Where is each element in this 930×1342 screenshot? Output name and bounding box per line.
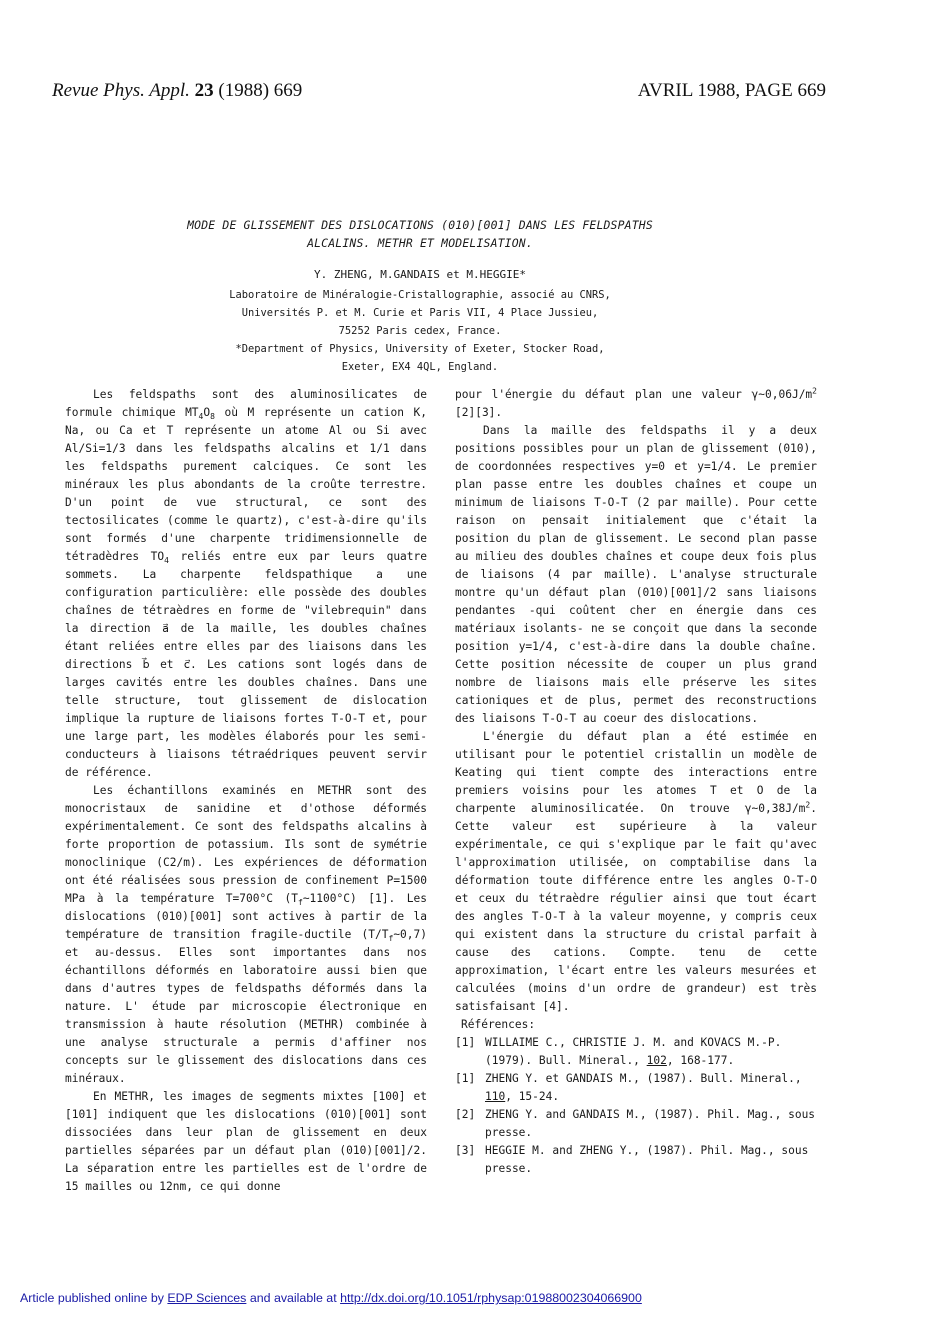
running-header-left — [52, 80, 302, 102]
affiliation-line: 75252 Paris cedex, France. — [338, 325, 502, 337]
paragraph: Dans la maille des feldspaths il y a deux positions possibles pour un plan de glissement (010), de coordonnées respectives y=0 et y=1/4. Le premier plan passe entre les doubles chaînes et coupe un minimum de liaisons T-O-T (2 par maille). Pour cette raison on pensait initialement que c'était la position du plan de glissement. Le second plan passe au milieu des doubles chaînes et coupe deux fois plus de liaisons (4 par maille). L'analyse structurale montre qu'un défaut plan (010)[001]/2 sans liaisons pendantes -qui coûtent cher en énergie dans ces matériaux isolants- ne se conçoit que dans la seconde position y=1/4, c'est-à-dire dans la double chaîne. Cette position nécessite de couper un plus grand nombre de liaisons mais elle préserve les sites cationiques et de plus, permet des reconstructions des liaisons T-O-T au coeur des dislocations. — [455, 424, 817, 725]
publication-footer: Article published online by EDP Sciences and available at http://dx.doi.org/10.1051/rphysap:01988002304066900 — [20, 1291, 642, 1305]
running-header-right: AVRIL 1988, PAGE 669 — [637, 80, 826, 101]
affiliation-line: Exeter, EX4 4QL, England. — [341, 361, 499, 373]
left-column — [65, 386, 427, 1196]
paragraph: En METHR, les images de segments mixtes [100] et [101] indiquent que les dislocations (010)[001] sont dissociées dans leur plan de glissement en deux partielles séparées par un défaut plan (010)[001]/2. La séparation entre les partielles est de l'ordre de 15 mailles ou 12nm, ce qui donne — [65, 1090, 427, 1193]
affiliations — [150, 286, 690, 376]
journal-name: Revue Phys. Appl. — [52, 80, 190, 101]
reference-number: [2] — [455, 1108, 476, 1121]
title-line-1: MODE DE GLISSEMENT DES DISLOCATIONS (010)[001] DANS LES FELDSPATHS — [187, 218, 653, 232]
reference-number: [1] — [455, 1036, 476, 1049]
affiliation-line: Laboratoire de Minéralogie-Cristallographie, associé au CNRS, — [229, 289, 611, 301]
publisher-link[interactable]: EDP Sciences — [167, 1291, 247, 1305]
doi-link[interactable]: http://dx.doi.org/10.1051/rphysap:01988002304066900 — [340, 1291, 642, 1305]
paragraph: Les feldspaths sont des aluminosilicates de formule chimique $MT_4O_8$ où M représente un cation K, Na, ou Ca et T représente un atome Al ou Si avec Al/Si=1/3 dans les feldspaths alcalins et 1/1 dans les feldspaths purement calciques. Ce sont les minéraux les plus abondants de la croûte terrestre. D'un point de vue structural, ce sont des tectosilicates (comme le quartz), c'est-à-dire qu'ils sont formés d'une charpente tridimensionnelle de tétradèdres $TO_4$ reliés entre eux par leurs quatre sommets. La charpente feldspathique a une configuration particulière: elle possède des doubles chaînes de tétraèdres en forme de "vilebrequin" dans la direction a⃗ de la maille, les doubles chaînes étant reliées entre elles par des liaisons dans les directions b⃗ et c⃗. Les cations sont logés dans de larges cavités entre les doubles chaînes. Dans une telle structure, tout glissement de dislocation implique la rupture de liaisons fortes T-O-T et, pour une large part, les modèles élaborés pour les semi-conducteurs à liaisons tétraédriques peuvent servir de référence. — [65, 388, 427, 779]
reference-text: ZHENG Y. and GANDAIS M., (1987). Phil. Mag., sous presse. — [485, 1108, 816, 1139]
paper-title — [150, 216, 690, 252]
reference-text: WILLAIME C., CHRISTIE J. M. and KOVACS M.-P. (1979). Bull. Mineral., 102, 168-177. — [485, 1036, 782, 1067]
authors: Y. ZHENG, M.GANDAIS et M.HEGGIE* — [314, 268, 526, 281]
right-column — [455, 386, 817, 1178]
paragraph: pour l'énergie du défaut plan une valeur $\gamma\sim 0,06J/m^2$ [2][3]. — [455, 386, 817, 419]
reference-item — [455, 1106, 817, 1142]
paragraph: L'énergie du défaut plan a été estimée en utilisant pour le potentiel cristallin un modèle de Keating qui tient compte des interactions entre premiers voisins pour les atomes T et O de la charpente aluminosilicatée. On trouve $\gamma\sim 0,38J/m^2$. Cette valeur est supérieure à la valeur expérimentale, ce qui s'explique par le fait qu'avec l'approximation utilisée, on comptabilise dans la déformation toute différence entre les angles O-T-O et ceux du tétraèdre régulier ainsi que tout écart des angles T-O-T à la valeur moyenne, y compris ceux qui existent dans la structure du cristal parfait à cause des cations. Compte. tenu de cette approximation, l'écart entre les valeurs mesurées et calculées (moins d'un ordre de grandeur) est très satisfaisant [4]. — [455, 730, 817, 1013]
reference-item — [455, 1034, 817, 1070]
reference-number: [1] — [455, 1072, 476, 1085]
reference-item — [455, 1142, 817, 1178]
reference-item — [455, 1070, 817, 1106]
references-heading: Références: — [461, 1018, 536, 1031]
reference-number: [3] — [455, 1144, 476, 1157]
paragraph: Les échantillons examinés en METHR sont des monocristaux de sanidine et d'othose déformés expérimentalement. Ce sont des feldspaths alcalins à forte proportion de potassium. Ils sont de symétrie monoclinique (C2/m). Les expériences de déformation ont été réalisées sous pression de confinement P=1500 MPa à la température T=700°C $(T_f\sim 1100^\circ C)$ [1]. Les dislocations (010)[001] sont actives à partir de la température de transition fragile-ductile $(T/T_f\sim 0,7)$ et au-dessus. Elles sont importantes dans nos échantillons déformés en laboratoire aussi bien que dans d'autres types de feldspaths déformés dans la nature. L' étude par microscopie électronique en transmission à haute résolution (METHR) combinée à une analyse structurale a permis d'affiner nos concepts sur le glissement des dislocations dans ces minéraux. — [65, 784, 427, 1085]
year-page: (1988) 669 — [218, 80, 303, 101]
reference-text: ZHENG Y. et GANDAIS M., (1987). Bull. Mineral., 110, 15-24. — [485, 1072, 802, 1103]
title-line-2: ALCALINS. METHR ET MODELISATION. — [307, 236, 533, 250]
volume-number: 23 — [194, 80, 214, 101]
affiliation-line: *Department of Physics, University of Exeter, Stocker Road, — [235, 343, 605, 355]
reference-text: HEGGIE M. and ZHENG Y., (1987). Phil. Mag., sous presse. — [485, 1144, 809, 1175]
affiliation-line: Universités P. et M. Curie et Paris VII, 4 Place Jussieu, — [241, 307, 599, 319]
